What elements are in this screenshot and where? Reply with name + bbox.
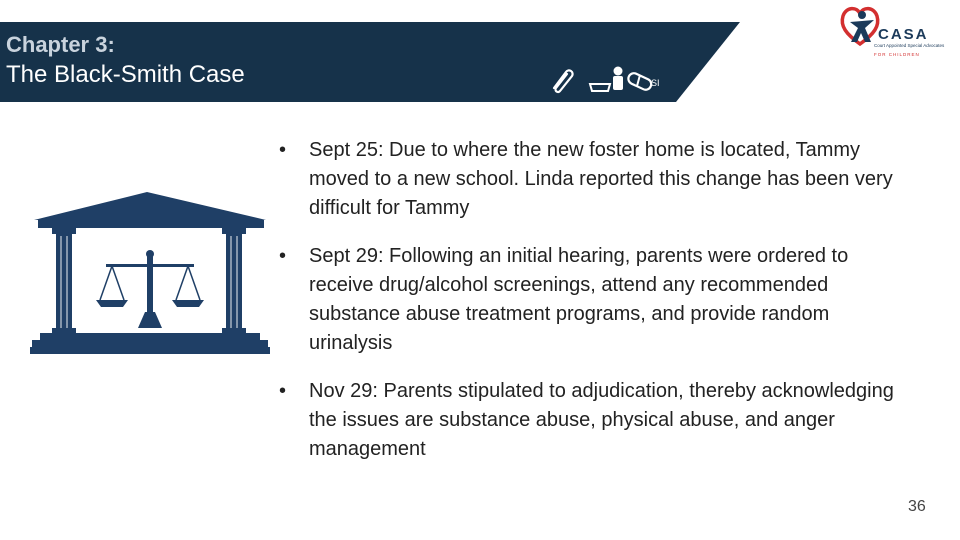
paperclip-icon (554, 70, 573, 92)
chapter-title: Chapter 3: (6, 32, 115, 57)
bullet-text: Sept 25: Due to where the new foster home is located, Tammy moved to a new school. Linda reported this change has been very difficult for Tammy (309, 139, 893, 219)
header-icon-label: SI (651, 78, 660, 88)
bullet-list (270, 136, 910, 483)
logo-wordmark: CASA (878, 26, 929, 43)
courthouse-scales-icon (30, 192, 270, 360)
logo-tagline-secondary: FOR CHILDREN (874, 52, 920, 57)
pill-icon (627, 71, 653, 91)
bullet-text: Sept 29: Following an initial hearing, parents were ordered to receive drug/alcohol screenings, attend any recommended substance abuse treatment programs, and provide random urinalysis (309, 245, 849, 354)
header-icons (548, 64, 668, 94)
logo-tagline: Court Appointed Special Advocates (874, 43, 945, 48)
chapter-subtitle: The Black-Smith Case (6, 61, 245, 88)
bullet-marker: • (279, 245, 287, 267)
list-item (270, 136, 910, 223)
bullet-marker: • (279, 380, 287, 402)
list-item (270, 242, 910, 358)
bullet-marker: • (279, 139, 287, 161)
bullet-text: Nov 29: Parents stipulated to adjudication, thereby acknowledging the issues are substance abuse, physical abuse, and anger management (309, 380, 894, 460)
person-at-desk-icon (590, 67, 623, 92)
list-item (270, 377, 910, 464)
page-number: 36 (908, 498, 926, 515)
